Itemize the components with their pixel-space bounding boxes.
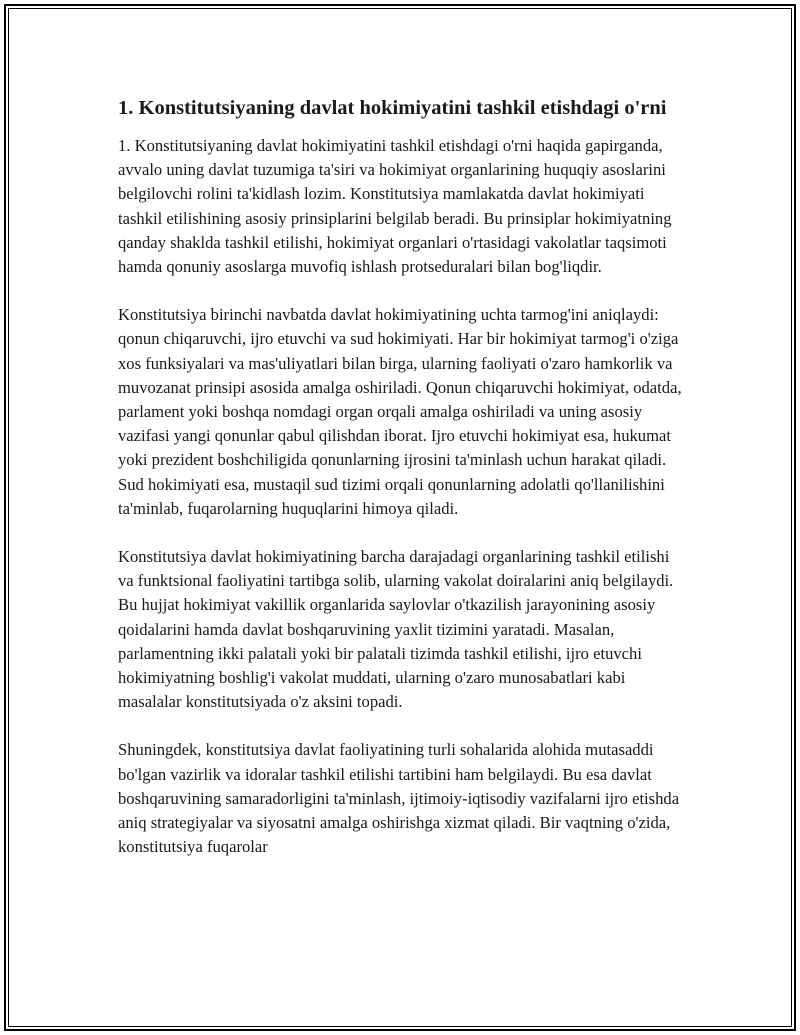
paragraph-4: Shuningdek, konstitutsiya davlat faoliyatining turli sohalarida alohida mutasaddi bo'lgan vazirlik va idoralar tashkil etilishi tartibini ham belgilaydi. Bu esa davlat boshqaruvining samaradorligini ta'minlash, ijtimoiy-iqtisodiy vazifalarni ijro etishda aniq strategiyalar va siyosatni amalga oshirishga xizmat qiladi. Bir vaqtning o'zida, konstitutsiya fuqarolar bbox=[118, 740, 680, 857]
document-body bbox=[118, 94, 688, 883]
paragraph-1: 1. Konstitutsiyaning davlat hokimiyatini tashkil etishdagi o'rni haqida gapirganda, avvalo uning davlat tuzumiga ta'siri va hokimiyat organlarining huquqiy asoslarini belgilovchi rolini ta'kidlash lozim. Konstitutsiya mamlakatda davlat hokimiyati tashkil etilishining asosiy prinsiplarini belgilab beradi. Bu prinsiplar hokimiyatning qanday shaklda tashkil etilishi, hokimiyat organlari o'rtasidagi vakolatlar taqsimoti hamda qonuniy asoslarga muvofiq ishlash protseduralari bilan bog'liqdir. bbox=[118, 136, 672, 277]
paragraph-2: Konstitutsiya birinchi navbatda davlat hokimiyatining uchta tarmog'ini aniqlaydi: qonun chiqaruvchi, ijro etuvchi va sud hokimiyati. Har bir hokimiyat tarmog'i o'ziga xos funksiyalari va mas'uliyatlari bilan birga, ularning faoliyati o'zaro hamkorlik va muvozanat prinsipi asosida amalga oshiriladi. Qonun chiqaruvchi hokimiyat, odatda, parlament yoki boshqa nomdagi organ orqali amalga oshiriladi va uning asosiy vazifasi yangi qonunlar qabul qilishdan iborat. Ijro etuvchi hokimiyat esa, hukumat yoki prezident boshchiligida qonunlarning ijrosini ta'minlash uchun harakat qiladi. Sud hokimiyati esa, mustaqil sud tizimi orqali qonunlarning adolatli qo'llanilishini ta'minlab, fuqarolarning huquqlarini himoya qiladi. bbox=[118, 305, 682, 518]
paragraph-3: Konstitutsiya davlat hokimiyatining barcha darajadagi organlarining tashkil etilishi va funktsional faoliyatini tartibga solib, ularning vakolat doiralarini aniq belgilaydi. Bu hujjat hokimiyat vakillik organlarida saylovlar o'tkazilish jarayonining asosiy qoidalarini hamda davlat boshqaruvining yaxlit tizimini yaratadi. Masalan, parlamentning ikki palatali yoki bir palatali tizimda tashkil etilishi, ijro etuvchi hokimiyatning boshlig'i vakolat muddati, ularning o'zaro munosabatlari kabi masalalar konstitutsiyada o'z aksini topadi. bbox=[118, 547, 674, 712]
section-heading: 1. Konstitutsiyaning davlat hokimiyatini tashkil etishdagi o'rni bbox=[118, 97, 667, 119]
